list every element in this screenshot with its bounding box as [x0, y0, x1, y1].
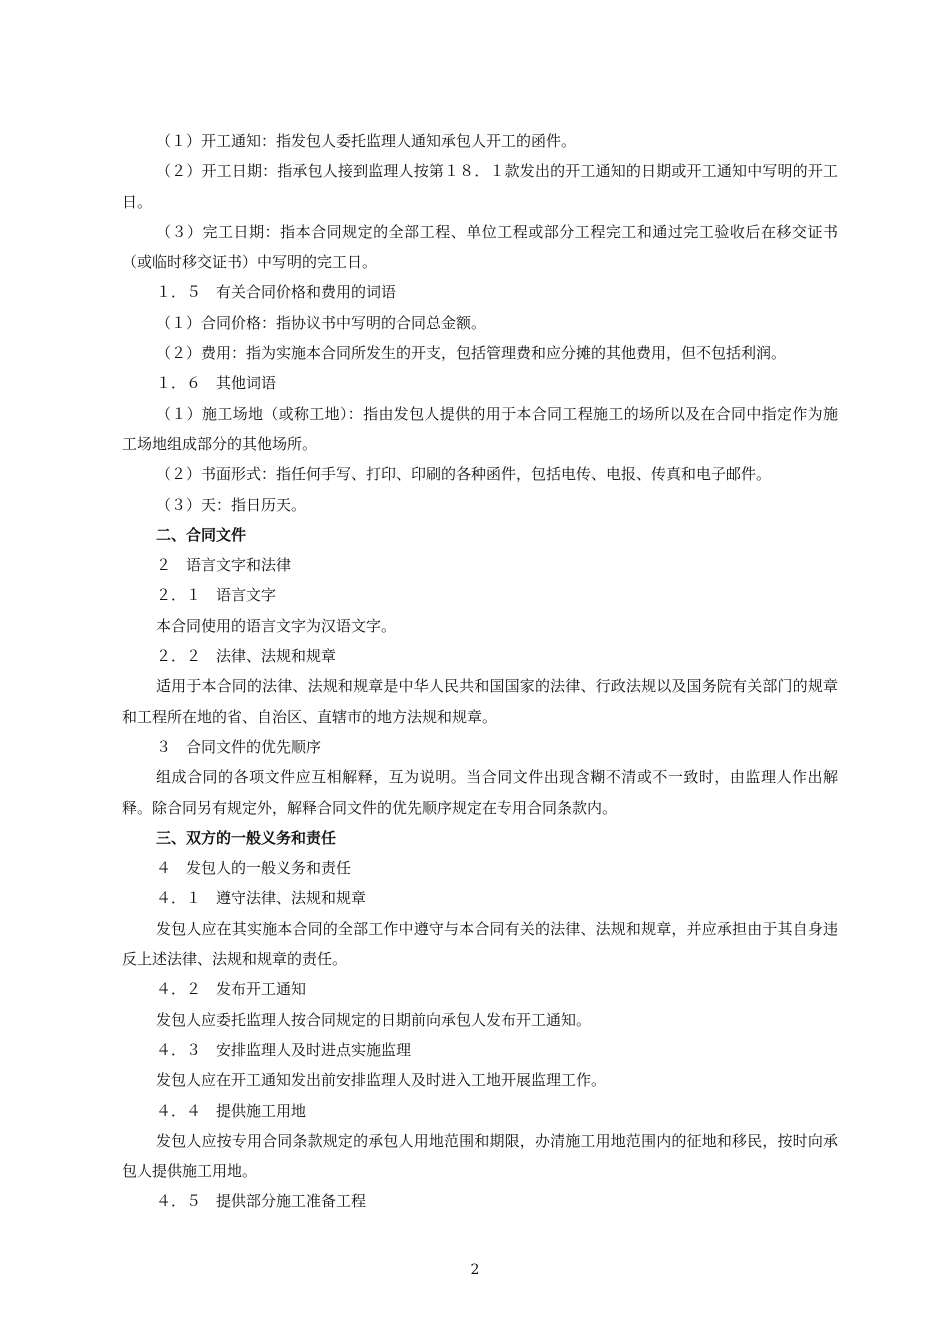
section-heading-4-2: ４．２ 发布开工通知 [156, 980, 307, 999]
paragraph-contract-price: （１）合同价格：指协议书中写明的合同总金额。 [156, 313, 487, 332]
document-body [122, 126, 838, 1217]
paragraph-cost: （２）费用：指为实施本合同所发生的开支，包括管理费和应分摊的其他费用，但不包括利润。 [156, 344, 787, 363]
section-heading-2: ２ 语言文字和法律 [156, 556, 292, 575]
paragraph-start-date: （２）开工日期：指承包人接到监理人按第１８．１款发出的开工通知的日期或开工通知中写明的开工日。 [122, 162, 838, 211]
section-heading-4-5: ４．５ 提供部分施工准备工程 [156, 1192, 367, 1211]
paragraph-laws: 适用于本合同的法律、法规和规章是中华人民共和国国家的法律、行政法规以及国务院有关部门的规章和工程所在地的省、自治区、直辖市的地方法规和规章。 [122, 677, 838, 726]
chapter-heading-2: 二、合同文件 [156, 525, 247, 544]
paragraph-notice: （１）开工通知：指发包人委托监理人通知承包人开工的函件。 [156, 132, 577, 150]
paragraph-written-form: （２）书面形式：指任何手写、打印、印刷的各种函件，包括电传、电报、传真和电子邮件。 [156, 465, 772, 484]
paragraph-priority: 组成合同的各项文件应互相解释，互为说明。当合同文件出现含糊不清或不一致时，由监理人作出解释。除合同另有规定外，解释合同文件的优先顺序规定在专用合同条款内。 [122, 768, 838, 817]
section-heading-3: ３ 合同文件的优先顺序 [156, 737, 322, 756]
paragraph-completion-date: （３）完工日期：指本合同规定的全部工程、单位工程或部分工程完工和通过完工验收后在移交证书（或临时移交证书）中写明的完工日。 [122, 222, 838, 272]
paragraph-land: 发包人应按专用合同条款规定的承包人用地范围和期限，办清施工用地范围内的征地和移民，按时向承包人提供施工用地。 [122, 1131, 838, 1181]
section-heading-2-2: ２．２ 法律、法规和规章 [156, 647, 337, 666]
paragraph-language: 本合同使用的语言文字为汉语文字。 [156, 616, 397, 635]
section-heading-1-5: １．５ 有关合同价格和费用的词语 [156, 283, 397, 302]
section-heading-4-3: ４．３ 安排监理人及时进点实施监理 [156, 1040, 412, 1059]
paragraph-comply: 发包人应在其实施本合同的全部工作中遵守与本合同有关的法律、法规和规章，并应承担由于其自身违反上述法律、法规和规章的责任。 [122, 919, 838, 969]
chapter-heading-3: 三、双方的一般义务和责任 [156, 828, 337, 847]
section-heading-4-4: ４．４ 提供施工用地 [156, 1101, 307, 1120]
section-heading-4-1: ４．１ 遵守法律、法规和规章 [156, 889, 367, 908]
section-heading-2-1: ２．１ 语言文字 [156, 586, 277, 605]
section-heading-1-6: １．６ 其他词语 [156, 374, 277, 393]
section-heading-4: ４ 发包人的一般义务和责任 [156, 859, 352, 878]
paragraph-site: （１）施工场地（或称工地）：指由发包人提供的用于本合同工程施工的场所以及在合同中指定作为施工场地组成部分的其他场所。 [122, 404, 838, 453]
paragraph-issue-notice: 发包人应委托监理人按合同规定的日期前向承包人发布开工通知。 [156, 1010, 592, 1029]
paragraph-day: （３）天：指日历天。 [156, 495, 307, 514]
page-number: 2 [470, 1262, 480, 1278]
paragraph-supervisor: 发包人应在开工通知发出前安排监理人及时进入工地开展监理工作。 [156, 1071, 607, 1090]
